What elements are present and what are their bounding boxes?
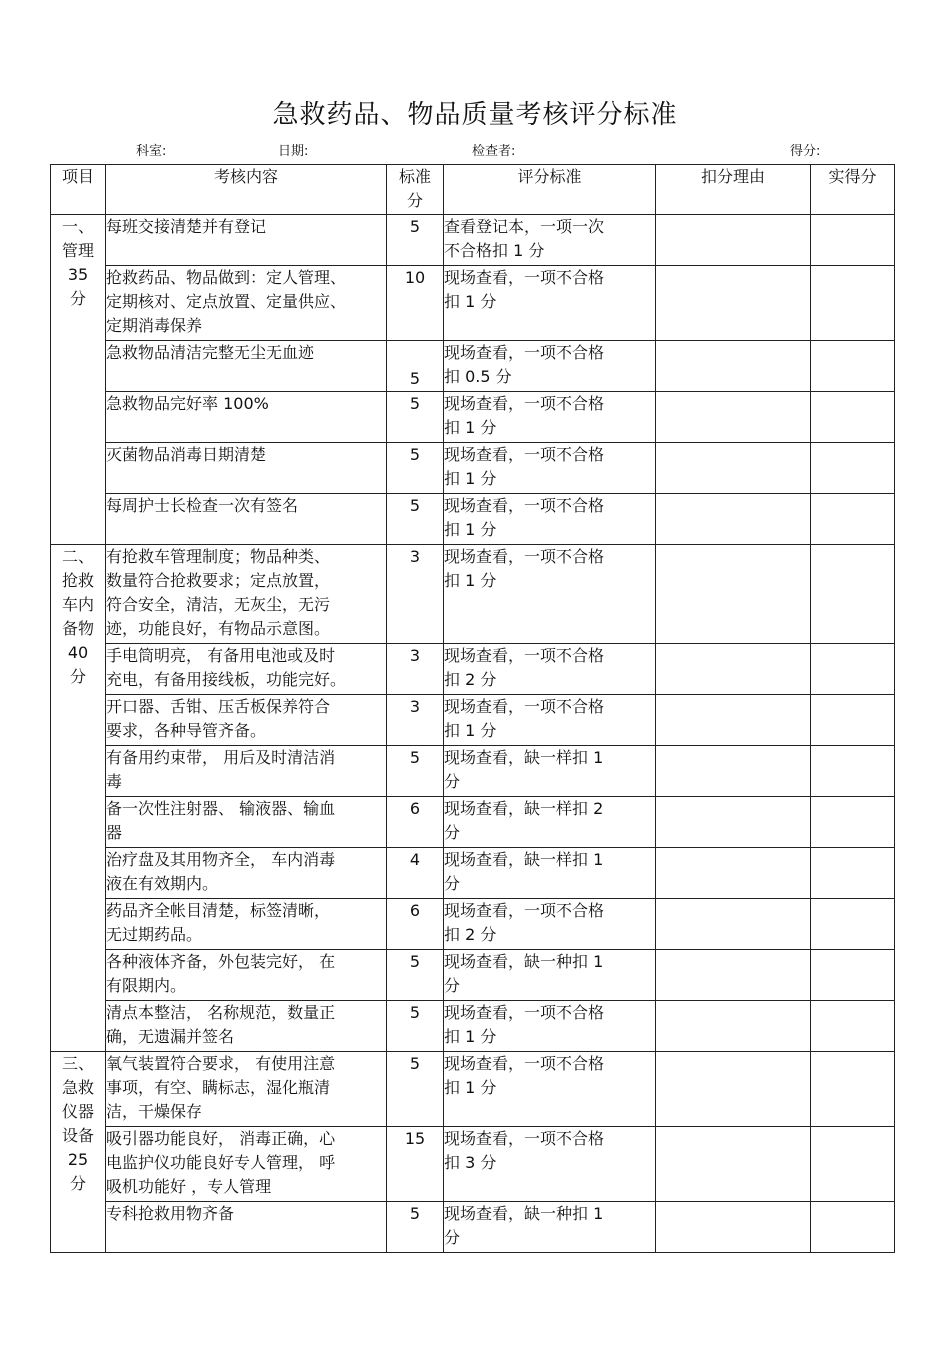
content-cell: 专科抢救用物齐备 [106,1202,387,1253]
table-row [51,797,895,848]
content-cell: 抢救药品、物品做到：定人管理、 定期核对、定点放置、定量供应、 定期消毒保养 [106,266,387,341]
table-row [51,266,895,341]
actual-score-cell[interactable] [811,899,895,950]
table-row [51,1052,895,1127]
criteria-cell: 现场查看，一项不合格 扣 1 分 [444,1001,656,1052]
criteria-cell: 现场查看，缺一样扣 1 分 [444,848,656,899]
deduction-reason-cell[interactable] [656,950,811,1001]
standard-score-cell: 3 [387,545,444,644]
criteria-cell: 现场查看，一项不合格 扣 1 分 [444,695,656,746]
standard-score-cell: 5 [387,746,444,797]
actual-score-cell[interactable] [811,494,895,545]
actual-score-cell[interactable] [811,215,895,266]
header-actual: 实得分 [811,165,895,215]
deduction-reason-cell[interactable] [656,266,811,341]
criteria-cell: 现场查看，缺一种扣 1 分 [444,1202,656,1253]
table-row [51,215,895,266]
criteria-cell: 现场查看，一项不合格 扣 1 分 [444,545,656,644]
table-row [51,341,895,392]
content-cell: 灭菌物品消毒日期清楚 [106,443,387,494]
header-content: 考核内容 [106,165,387,215]
standard-score-cell: 15 [387,1127,444,1202]
standard-score-cell: 6 [387,899,444,950]
table-row [51,950,895,1001]
actual-score-cell[interactable] [811,545,895,644]
actual-score-cell[interactable] [811,746,895,797]
actual-score-cell[interactable] [811,644,895,695]
deduction-reason-cell[interactable] [656,695,811,746]
table-row [51,392,895,443]
criteria-cell: 现场查看，一项不合格 扣 1 分 [444,443,656,494]
table-row [51,746,895,797]
actual-score-cell[interactable] [811,695,895,746]
actual-score-cell[interactable] [811,1001,895,1052]
criteria-cell: 现场查看，一项不合格 扣 1 分 [444,266,656,341]
content-cell: 急救物品清洁完整无尘无血迹 [106,341,387,392]
criteria-cell: 现场查看，一项不合格 扣 2 分 [444,899,656,950]
content-cell: 急救物品完好率 100% [106,392,387,443]
standard-score-cell: 3 [387,695,444,746]
score-label: 得分: [790,144,821,159]
criteria-cell: 现场查看，缺一样扣 2 分 [444,797,656,848]
standard-score-cell: 5 [387,1052,444,1127]
actual-score-cell[interactable] [811,797,895,848]
actual-score-cell[interactable] [811,1052,895,1127]
document-title: 急救药品、物品质量考核评分标准 [272,100,678,130]
date-label: 日期: [278,144,309,159]
actual-score-cell[interactable] [811,950,895,1001]
deduction-reason-cell[interactable] [656,848,811,899]
criteria-cell: 现场查看，缺一样扣 1 分 [444,746,656,797]
scoring-table [50,164,895,1253]
deduction-reason-cell[interactable] [656,1127,811,1202]
actual-score-cell[interactable] [811,443,895,494]
section-label-management: 一、 管理 35 分 [51,215,106,545]
content-cell: 有抢救车管理制度；物品种类、 数量符合抢救要求；定点放置， 符合安全，清洁，无灰尘，无污 迹，功能良好，有物品示意图。 [106,545,387,644]
criteria-cell: 现场查看，一项不合格 扣 0.5 分 [444,341,656,392]
header-criteria: 评分标准 [444,165,656,215]
dept-label: 科室: [136,144,167,159]
deduction-reason-cell[interactable] [656,545,811,644]
criteria-cell: 现场查看，一项不合格 扣 3 分 [444,1127,656,1202]
table-row [51,644,895,695]
criteria-cell: 查看登记本，一项一次 不合格扣 1 分 [444,215,656,266]
criteria-cell: 现场查看，一项不合格 扣 1 分 [444,392,656,443]
standard-score-cell: 10 [387,266,444,341]
content-cell: 清点本整洁， 名称规范，数量正 确，无遗漏并签名 [106,1001,387,1052]
section-label-equipment: 三、 急救 仪器 设备 25 分 [51,1052,106,1253]
content-cell: 备一次性注射器、 输液器、输血 器 [106,797,387,848]
content-cell: 有备用约束带， 用后及时清洁消 毒 [106,746,387,797]
section-label-cart-supplies: 二、 抢救 车内 备物 40 分 [51,545,106,1052]
standard-score-cell: 4 [387,848,444,899]
actual-score-cell[interactable] [811,1127,895,1202]
content-cell: 手电筒明亮， 有备用电池或及时 充电，有备用接线板，功能完好。 [106,644,387,695]
table-row [51,545,895,644]
header-row [51,165,895,215]
deduction-reason-cell[interactable] [656,1001,811,1052]
content-cell: 治疗盘及其用物齐全， 车内消毒 液在有效期内。 [106,848,387,899]
actual-score-cell[interactable] [811,392,895,443]
actual-score-cell[interactable] [811,341,895,392]
criteria-cell: 现场查看，一项不合格 扣 2 分 [444,644,656,695]
standard-score-cell: 5 [387,1202,444,1253]
content-cell: 每班交接清楚并有登记 [106,215,387,266]
deduction-reason-cell[interactable] [656,644,811,695]
content-cell: 氧气装置符合要求， 有使用注意 事项，有空、瞒标志，湿化瓶清 洁，干燥保存 [106,1052,387,1127]
table-row [51,494,895,545]
table-row [51,1001,895,1052]
content-cell: 各种液体齐备，外包装完好， 在 有限期内。 [106,950,387,1001]
actual-score-cell[interactable] [811,1202,895,1253]
actual-score-cell[interactable] [811,848,895,899]
criteria-cell: 现场查看，一项不合格 扣 1 分 [444,494,656,545]
content-cell: 每周护士长检查一次有签名 [106,494,387,545]
standard-score-cell: 5 [387,341,444,392]
table-row [51,848,895,899]
standard-score-cell: 5 [387,950,444,1001]
header-standard: 标准 分 [387,165,444,215]
standard-score-cell: 5 [387,392,444,443]
standard-score-cell: 5 [387,443,444,494]
content-cell: 开口器、舌钳、压舌板保养符合 要求，各种导管齐备。 [106,695,387,746]
deduction-reason-cell[interactable] [656,215,811,266]
header-project: 项目 [51,165,106,215]
standard-score-cell: 5 [387,494,444,545]
standard-score-cell: 6 [387,797,444,848]
standard-score-cell: 5 [387,1001,444,1052]
content-cell: 药品齐全帐目清楚，标签清晰， 无过期药品。 [106,899,387,950]
table-row [51,695,895,746]
deduction-reason-cell[interactable] [656,494,811,545]
deduction-reason-cell[interactable] [656,1202,811,1253]
table-row [51,899,895,950]
deduction-reason-cell[interactable] [656,341,811,392]
criteria-cell: 现场查看，缺一种扣 1 分 [444,950,656,1001]
standard-score-cell: 5 [387,215,444,266]
deduction-reason-cell[interactable] [656,746,811,797]
standard-score-cell: 3 [387,644,444,695]
content-cell: 吸引器功能良好， 消毒正确，心 电监护仪功能良好专人管理， 呼 吸机功能好 ，专人管理 [106,1127,387,1202]
table-row [51,1127,895,1202]
actual-score-cell[interactable] [811,266,895,341]
criteria-cell: 现场查看，一项不合格 扣 1 分 [444,1052,656,1127]
deduction-reason-cell[interactable] [656,1052,811,1127]
deduction-reason-cell[interactable] [656,899,811,950]
table-row [51,443,895,494]
deduction-reason-cell[interactable] [656,392,811,443]
table-row [51,1202,895,1253]
deduction-reason-cell[interactable] [656,443,811,494]
deduction-reason-cell[interactable] [656,797,811,848]
header-deduction: 扣分理由 [656,165,811,215]
inspector-label: 检查者: [472,144,516,159]
